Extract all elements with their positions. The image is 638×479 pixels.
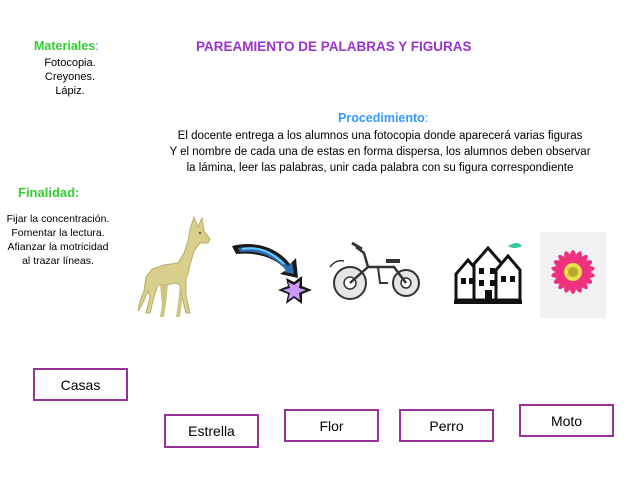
word-box-moto[interactable]	[519, 404, 614, 437]
materiales-list	[30, 56, 110, 98]
finalidad-item: al trazar líneas.	[22, 255, 94, 267]
procedimiento-label: Procedimiento	[338, 111, 425, 125]
materiales-heading	[34, 39, 99, 53]
materiales-item: Lápiz.	[55, 85, 85, 97]
finalidad-heading: Finalidad:	[18, 185, 80, 200]
word-box-estrella[interactable]	[164, 414, 259, 448]
materiales-colon: :	[95, 39, 99, 53]
materiales-item: Creyones.	[44, 71, 96, 83]
word-flor: Flor	[319, 417, 344, 434]
procedimiento-colon: :	[424, 111, 429, 125]
procedimiento-line: la lámina, leer las palabras, unir cada palabra con su figura correspondiente	[186, 162, 574, 174]
finalidad-item: Afianzar la motricidad	[7, 241, 109, 253]
word-moto: Moto	[550, 412, 583, 429]
materiales-item: Fotocopia.	[44, 57, 96, 69]
materiales-label: Materiales	[34, 39, 96, 53]
procedimiento-text	[140, 128, 620, 176]
word-box-flor[interactable]	[284, 409, 379, 442]
finalidad-list	[0, 212, 116, 268]
procedimiento-heading	[338, 111, 428, 125]
tricycle-figure	[328, 237, 424, 307]
page-title: PAREAMIENTO DE PALABRAS Y FIGURAS	[196, 39, 472, 54]
word-estrella: Estrella	[188, 423, 235, 439]
flower-figure	[540, 232, 606, 318]
procedimiento-line: El docente entrega a los alumnos una fotocopia donde aparecerá varias figuras	[177, 130, 583, 142]
word-box-casas[interactable]	[33, 368, 128, 401]
finalidad-item: Fijar la concentración.	[6, 213, 110, 225]
procedimiento-line: Y el nombre de cada una de estas en forma dispersa, los alumnos deben observar	[169, 146, 591, 158]
houses-figure	[452, 240, 522, 306]
finalidad-item: Fomentar la lectura.	[11, 227, 105, 239]
star-arrow-figure	[228, 238, 318, 310]
dog-figure	[136, 213, 216, 323]
word-casas: Casas	[60, 376, 101, 393]
word-perro: Perro	[429, 417, 464, 434]
word-box-perro[interactable]	[399, 409, 494, 442]
